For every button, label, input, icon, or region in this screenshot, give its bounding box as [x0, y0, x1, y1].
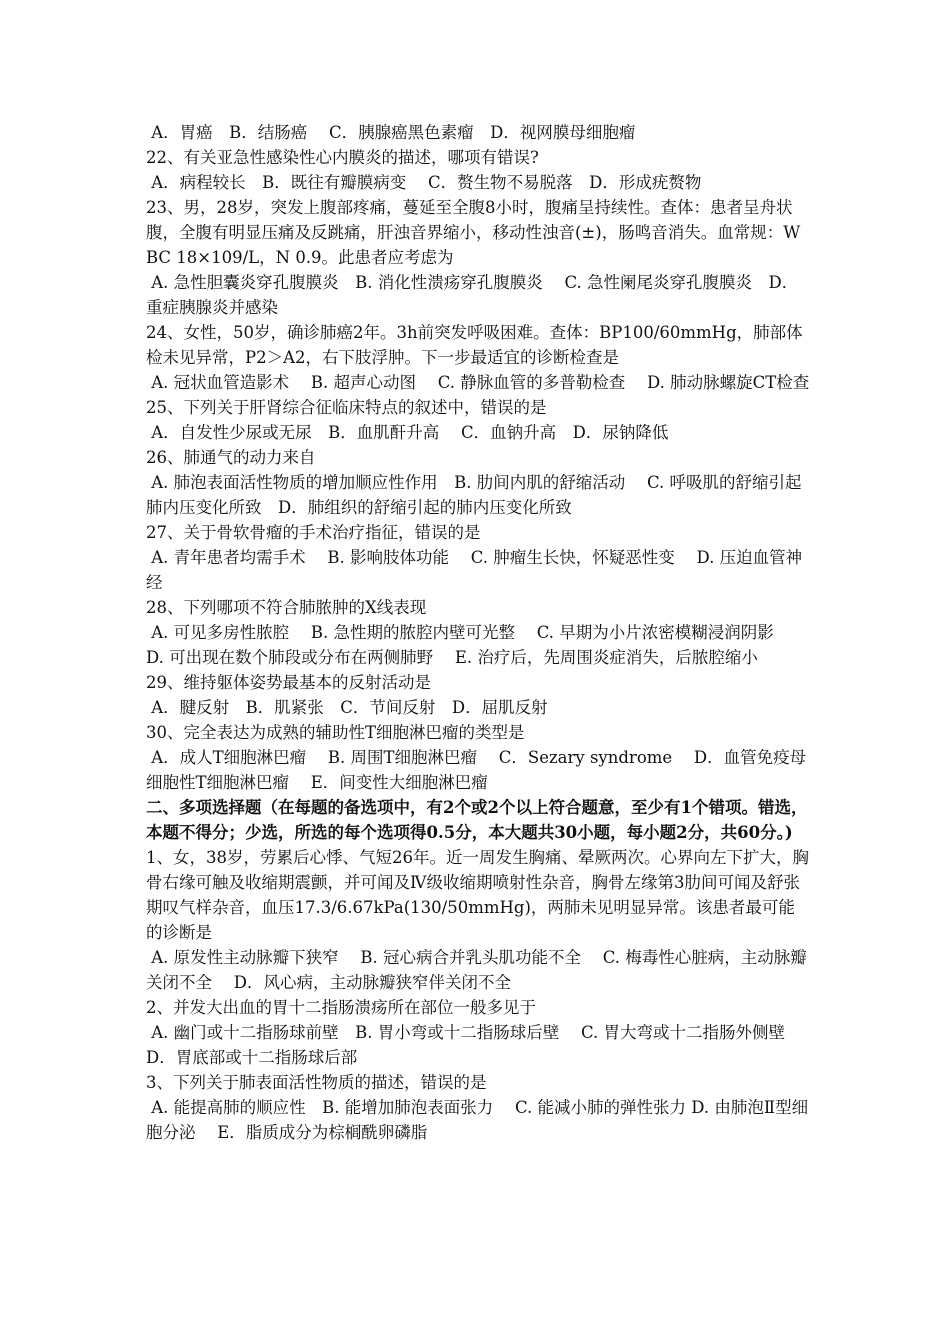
q26-question: 26、肺通气的动力来自	[146, 448, 316, 467]
q27-options: A. 青年患者均需手术 B. 影响肢体功能 C. 肿瘤生长快，怀疑恶性变 D. 压迫血管神经	[146, 548, 803, 592]
q23-question: 23、男，28岁，突发上腹部疼痛，蔓延至全腹8小时，腹痛呈持续性。查体：患者呈舟状腹，全腹有明显压痛及反跳痛，肝浊音界缩小，移动性浊音(±)，肠鸣音消失。血常规：WBC 18×109/L，N 0.9。此患者应考虑为	[146, 198, 801, 267]
q27-question: 27、关于骨软骨瘤的手术治疗指征，错误的是	[146, 523, 481, 542]
q28-options: A. 可见多房性脓腔 B. 急性期的脓腔内壁可光整 C. 早期为小片浓密模糊浸润阴影 D. 可出现在数个肺段或分布在两侧肺野 E. 治疗后，先周围炎症消失，后脓腔缩小	[146, 623, 796, 667]
q22-options: A．病程较长 B．既往有瓣膜病变 C．赘生物不易脱落 D．形成疣赘物	[146, 173, 702, 192]
q29-question: 29、维持躯体姿势最基本的反射活动是	[146, 673, 431, 692]
mq1-question: 1、女，38岁，劳累后心悸、气短26年。近一周发生胸痛、晕厥两次。心界向左下扩大，胸骨右缘可触及收缩期震颤，并可闻及Ⅳ级收缩期喷射性杂音，胸骨左缘第3肋间可闻及舒张期叹气样杂音，血压17.3/6.67kPa(130/50mmHg)，两肺未见明显异常。该患者最可能的诊断是	[146, 848, 809, 942]
q21-options: A．胃癌 B．结肠癌 C．胰腺癌黑色素瘤 D．视网膜母细胞瘤	[146, 123, 636, 142]
q22-question: 22、有关亚急性感染性心内膜炎的描述，哪项有错误?	[146, 148, 539, 167]
q23-options: A. 急性胆囊炎穿孔腹膜炎 B. 消化性溃疡穿孔腹膜炎 C. 急性阑尾炎穿孔腹膜炎 D．重症胰腺炎并感染	[146, 273, 799, 317]
mq2-options: A. 幽门或十二指肠球前壁 B. 胃小弯或十二指肠球后壁 C. 胃大弯或十二指肠外侧壁 D．胃底部或十二指肠球后部	[146, 1023, 802, 1067]
q24-options: A. 冠状血管造影术 B. 超声心动图 C. 静脉血管的多普勒检查 D. 肺动脉螺旋CT检查	[146, 373, 810, 392]
section-heading-multiple-choice: 二、多项选择题（在每题的备选项中，有2个或2个以上符合题意，至少有1个错项。错选，本题不得分；少选，所选的每个选项得0.5分，本大题共30小题，每小题2分，共60分。)	[146, 798, 808, 842]
q24-question: 24、女性，50岁，确诊肺癌2年。3h前突发呼吸困难。查体：BP100/60mmHg，肺部体检未见异常，P2＞A2，右下肢浮肿。下一步最适宜的诊断检查是	[146, 323, 803, 367]
q30-question: 30、完全表达为成熟的辅助性T细胞淋巴瘤的类型是	[146, 723, 525, 742]
document-page	[146, 120, 810, 1145]
q28-question: 28、下列哪项不符合肺脓肿的X线表现	[146, 598, 427, 617]
q25-question: 25、下列关于肝肾综合征临床特点的叙述中，错误的是	[146, 398, 547, 417]
mq3-question: 3、下列关于肺表面活性物质的描述，错误的是	[146, 1073, 487, 1092]
mq2-question: 2、并发大出血的胃十二指肠溃疡所在部位一般多见于	[146, 998, 536, 1017]
q30-options: A．成人T细胞淋巴瘤 B. 周围T细胞淋巴瘤 C．Sezary syndrome D．血管免疫母细胞性T细胞淋巴瘤 E．间变性大细胞淋巴瘤	[146, 748, 807, 792]
q25-options: A．自发性少尿或无尿 B．血肌酐升高 C．血钠升高 D．尿钠降低	[146, 423, 669, 442]
q26-options: A. 肺泡表面活性物质的增加顺应性作用 B. 肋间内肌的舒缩活动 C. 呼吸肌的舒缩引起肺内压变化所致 D．肺组织的舒缩引起的肺内压变化所致	[146, 473, 802, 517]
mq1-options: A. 原发性主动脉瓣下狭窄 B. 冠心病合并乳头肌功能不全 C. 梅毒性心脏病，主动脉瓣关闭不全 D．风心病，主动脉瓣狭窄伴关闭不全	[146, 948, 807, 992]
mq3-options: A. 能提高肺的顺应性 B. 能增加肺泡表面张力 C. 能减小肺的弹性张力 D. 由肺泡Ⅱ型细胞分泌 E．脂质成分为棕榈酰卵磷脂	[146, 1098, 809, 1142]
q29-options: A．腱反射 B．肌紧张 C．节间反射 D．屈肌反射	[146, 698, 548, 717]
